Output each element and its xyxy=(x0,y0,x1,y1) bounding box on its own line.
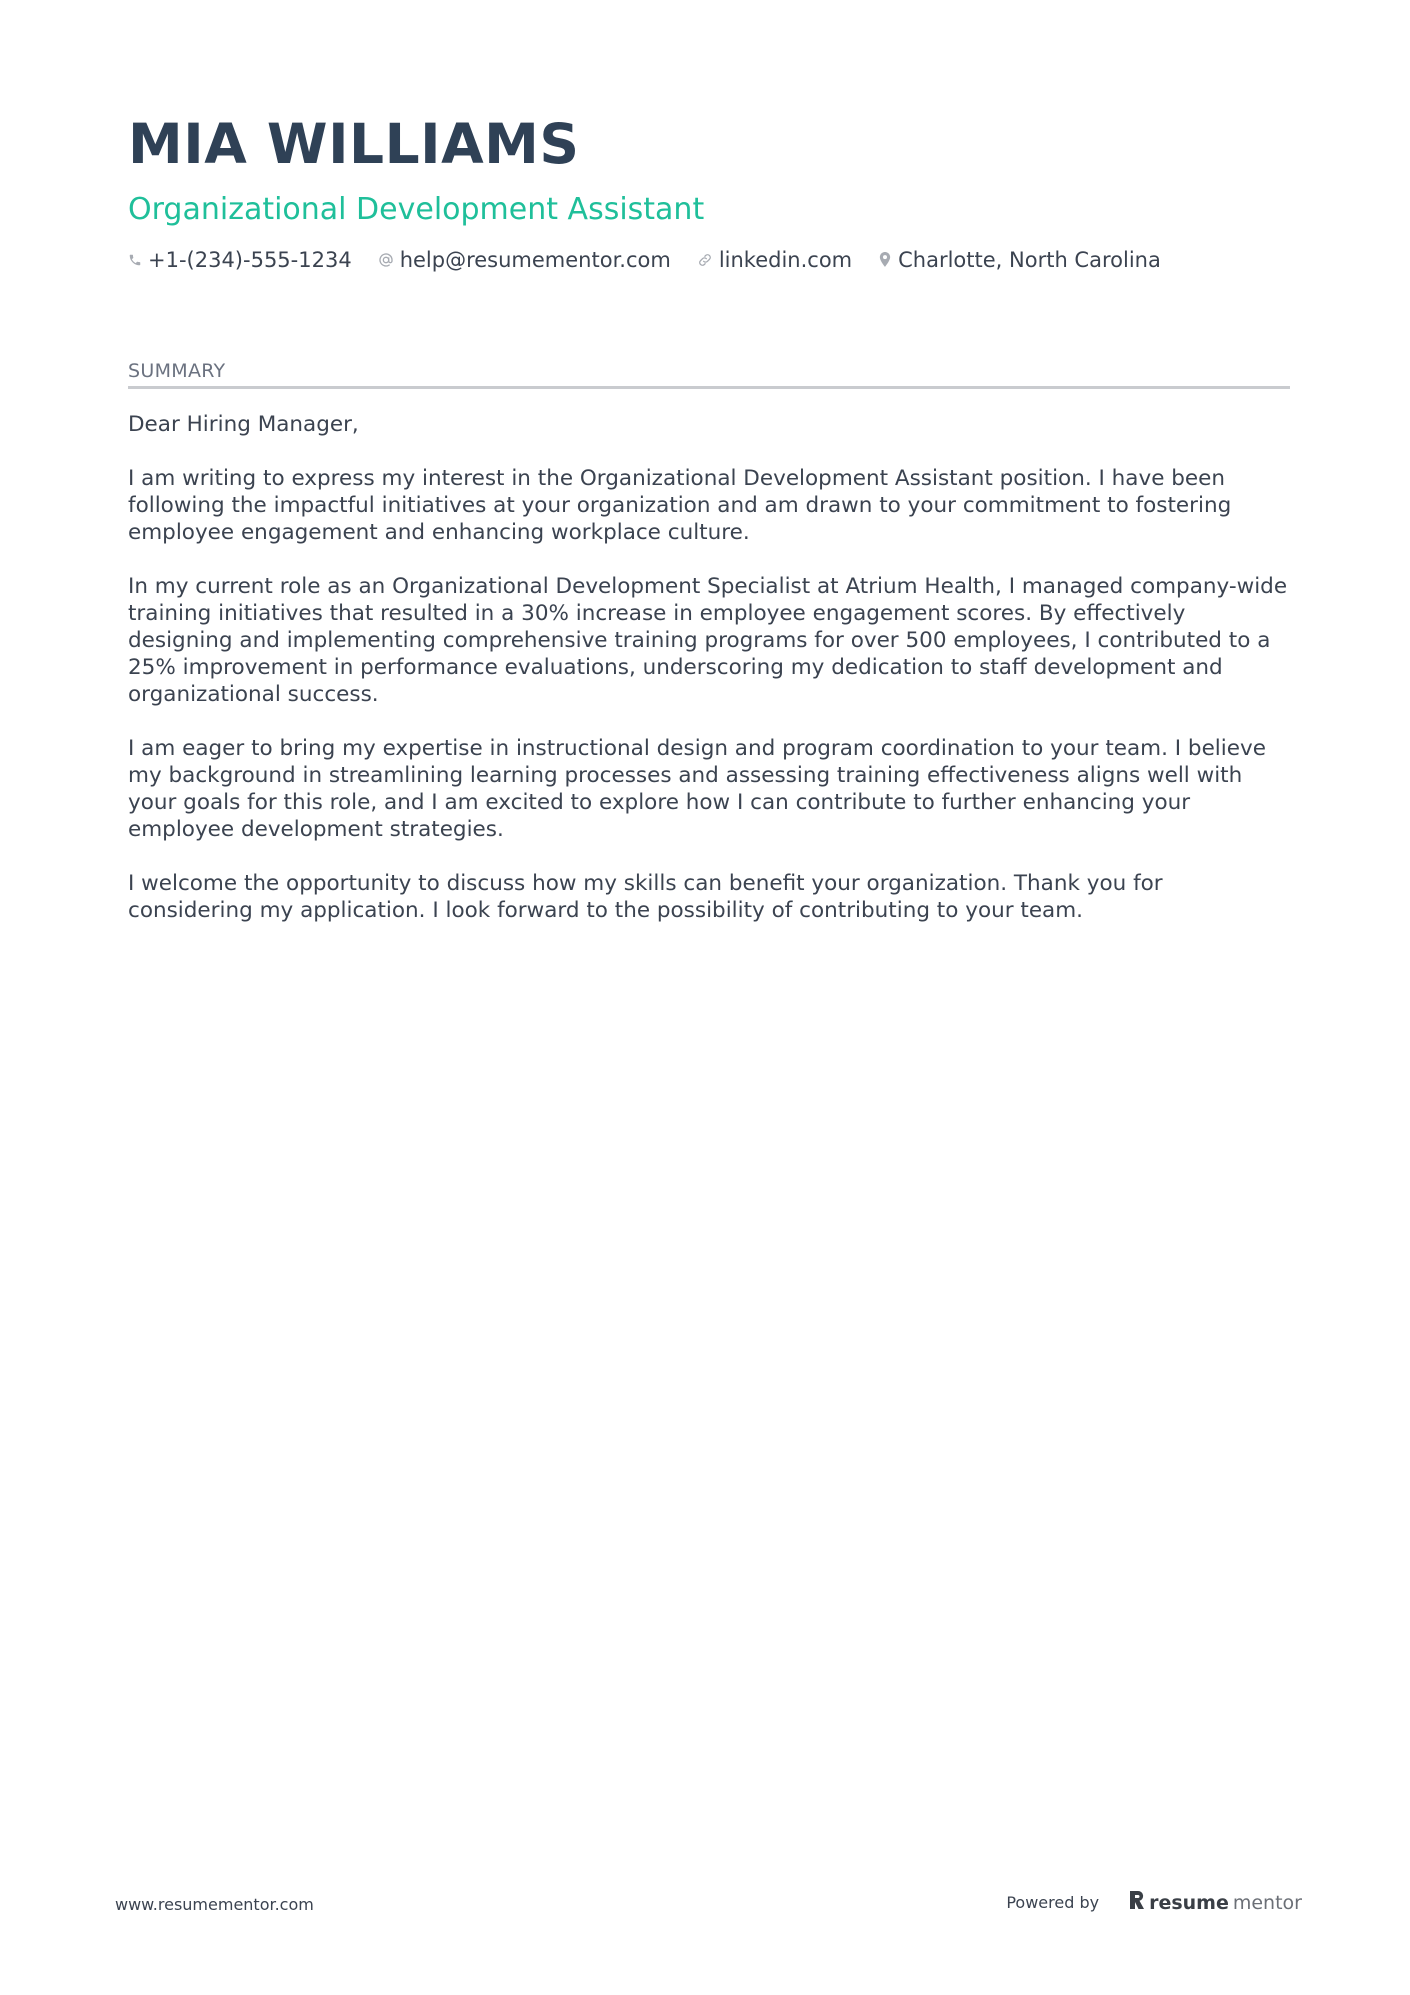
location-text: Charlotte, North Carolina xyxy=(898,248,1161,272)
brand-name-light: mentor xyxy=(1232,1891,1302,1914)
resumementor-logo-icon xyxy=(1129,1890,1145,1915)
contact-phone xyxy=(128,248,352,272)
contact-location xyxy=(878,248,1161,272)
link-icon xyxy=(697,252,713,268)
at-icon xyxy=(378,252,394,268)
location-pin-icon xyxy=(878,252,892,268)
contact-linkedin xyxy=(697,248,852,272)
summary-section xyxy=(128,360,1290,951)
contact-bar xyxy=(128,248,1288,272)
section-title: SUMMARY xyxy=(128,360,1290,389)
footer-website[interactable]: www.resumementor.com xyxy=(115,1895,314,1914)
email-address: help@resumementor.com xyxy=(399,248,671,272)
brand-logo[interactable] xyxy=(1129,1890,1302,1915)
letter-body xyxy=(128,411,1290,924)
header xyxy=(128,112,1288,272)
phone-icon xyxy=(128,253,142,267)
letter-paragraph: I welcome the opportunity to discuss how my skills can benefit your organization. Thank you for considering my application. I look forward to the possibility of contributing to your team. xyxy=(128,871,1163,923)
brand-name-bold: resume xyxy=(1149,1891,1229,1914)
letter-paragraph: I am writing to express my interest in the Organizational Development Assistant position. I have been following the impactful initiatives at your organization and am drawn to your commitment to fostering employee engagement and enhancing workplace culture. xyxy=(128,466,1232,545)
phone-number: +1-(234)-555-1234 xyxy=(148,248,352,272)
letter-paragraph: In my current role as an Organizational Development Specialist at Atrium Health, I managed company-wide training initiatives that resulted in a 30% increase in employee engagement scores. By effectively designing and implementing comprehensive training programs for over 500 employees, I contributed to a 25% improvement in performance evaluations, underscoring my dedication to staff development and organizational success. xyxy=(128,574,1288,707)
footer-branding xyxy=(1006,1890,1302,1915)
contact-email xyxy=(378,248,671,272)
powered-by-label: Powered by xyxy=(1006,1893,1100,1912)
job-title: Organizational Development Assistant xyxy=(128,192,705,227)
letter-paragraph: I am eager to bring my expertise in instructional design and program coordination to your team. I believe my background in streamlining learning processes and assessing training effectiveness aligns well with your goals for this role, and I am excited to explore how I can contribute to further enhancing your employee development strategies. xyxy=(128,736,1266,842)
salutation: Dear Hiring Manager, xyxy=(128,412,359,437)
linkedin-link: linkedin.com xyxy=(718,248,853,272)
candidate-name: MIA WILLIAMS xyxy=(128,112,580,176)
